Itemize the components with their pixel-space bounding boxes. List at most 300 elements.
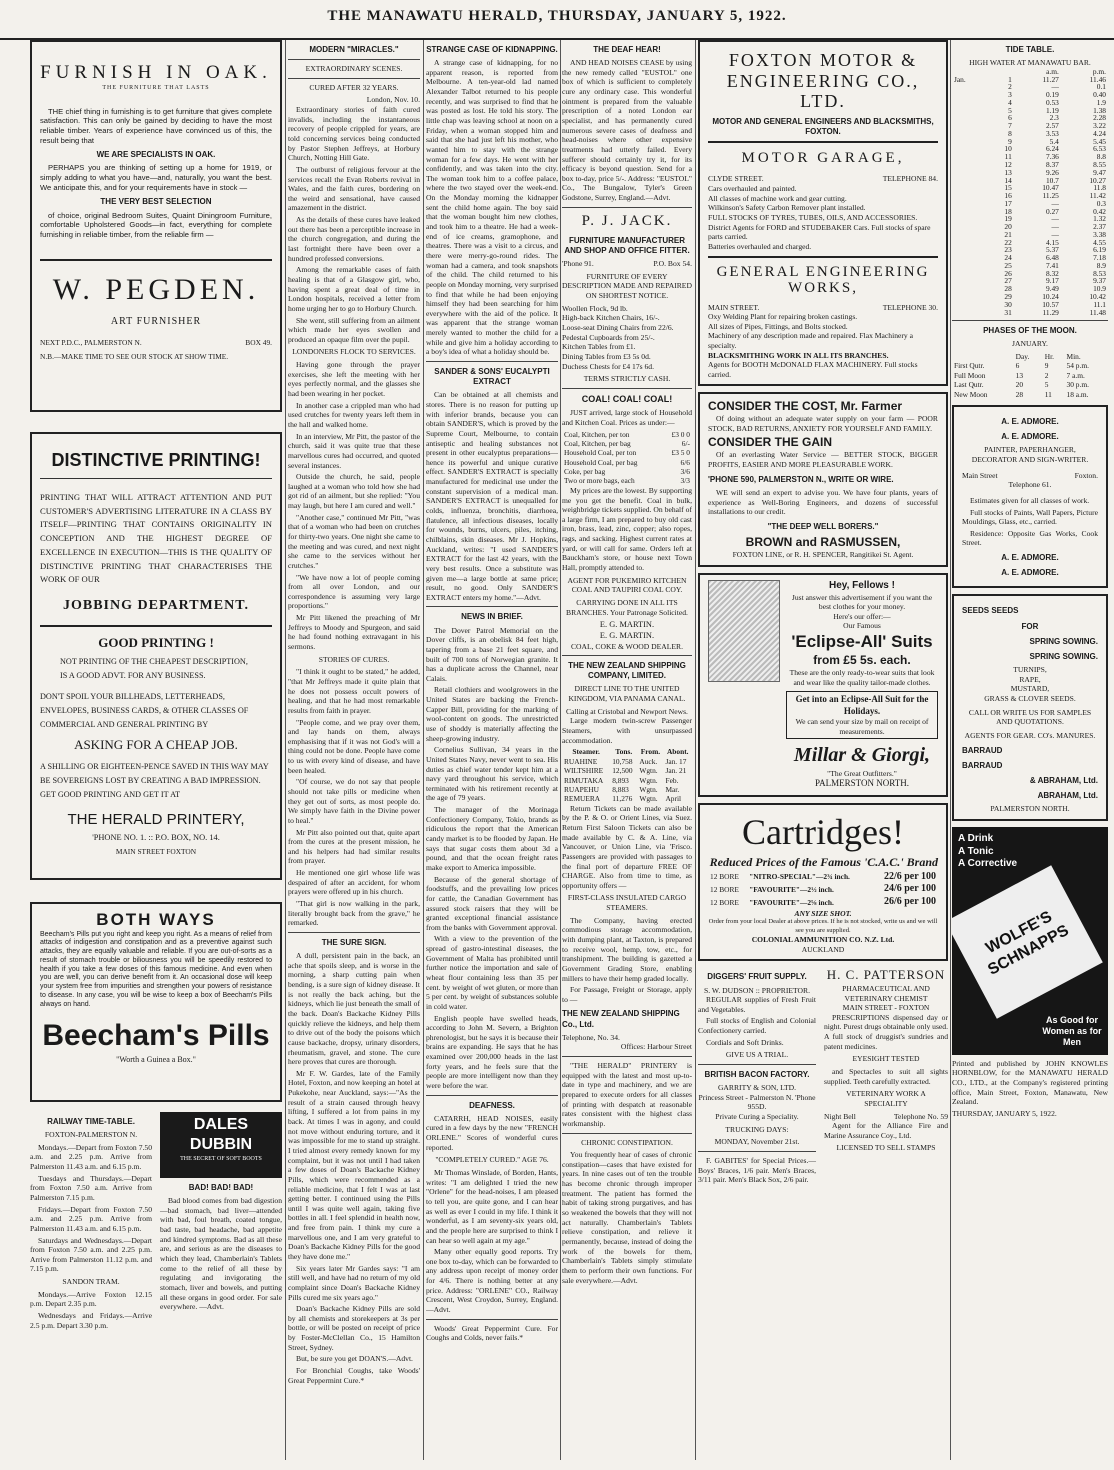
article-paragraph: But, be sure you get DOAN'S.—Advt.	[296, 1354, 413, 1364]
man-illustration	[708, 580, 780, 682]
imprint-date: THURSDAY, JANUARY 5, 1922.	[952, 1109, 1057, 1119]
column-3	[426, 40, 558, 1462]
printing-body: PRINTING THAT WILL ATTRACT ATTENTION AND PUT CUSTOMER'S ADVERTISING LITERATURE IN A CLASS BY ITSELF—PRINTING THAT CONTAINS ORIGINALITY IN CONCEPTION AND THE HIGHEST DEGREE OF EXCELLENCE IN EXECUTION—THIS IS THE QUALITY OF DISTINCTIVE PRINTING THAT CHARACTERISES THE WORK OF OUR	[40, 491, 272, 585]
tide-row: 29 10.24 10.42	[1004, 292, 1106, 301]
divider	[40, 259, 272, 261]
seeds-advert	[952, 594, 1108, 820]
garage-line: FULL STOCKS OF TYRES, TUBES, OILS, AND ACCESSORIES.	[708, 212, 918, 222]
tide-title: TIDE TABLE.	[1005, 45, 1055, 54]
tram-line: Wednesdays and Fridays.—Arrive 2.5 p.m. Depart 3.30 p.m.	[30, 1311, 152, 1330]
oak-advert	[30, 40, 282, 412]
tide-row: 22 4.15 4.55	[1004, 237, 1106, 247]
cartridge-city: AUCKLAND	[801, 944, 845, 954]
cost-body: Of doing without an adequate water supply on your farm — POOR STOCK, BAD RETURNS, ANXIETY FOR YOURSELF AND FAMILY.	[708, 413, 938, 433]
tide-row: 8 3.53 4.24	[1008, 128, 1106, 138]
chronic-body: You frequently hear of cases of chronic constipation—cases that have existed for years. In nine cases out of ten the trouble has become chronic through improper treatment. The patient has formed the habit of taking strong purgatives, and has so weakened the bowels that they will not act naturally. Chamberlain's Tablets relieve constipation, and relieve it permanently, because, instead of doing the work of the bowels for them, Chamberlain's Tablets simply stimulate them to perform their own functions. For sale everywhere.—Advt.	[562, 1150, 692, 1285]
millar-giorgi: Millar & Giorgi,	[793, 744, 931, 767]
deafness-paragraph: Woods' Great Peppermint Cure. For Coughs and Colds, never fails.*	[426, 1323, 558, 1343]
private-curing: Private Curing a Speciality.	[715, 1112, 799, 1122]
shipping-title: THE NEW ZEALAND SHIPPING COMPANY, LIMITED.	[568, 661, 686, 681]
deafness-paragraph: Mr Thomas Winslade, of Borden, Hants, writes: "I am delighted I tried the new "Orlene" for the head-noises, I am pleased to tell you, are quite gone, and I can hear as well as ever I could in my life. I think it wonderful, as I am seventy-six years old, and the people here are surprised to think I can hear so well again at my age."	[426, 1168, 558, 1245]
kidnapping-body: A strange case of kidnapping, for no apparent reason, is reported from Melbourne. A ten-year-old lad named Alexander Talbot returned to his people recently, and was surprised to find that he was posted as lost. He told his story. The little chap was leaving school at noon on a Friday, when a woman stopped him and said that she had just left his mother, who wanted him to stay with the strange woman for a few days. He went with her confidently, and was taken into the city. The woman took him to a coffee palace, where the two stayed over the week-end. On the Monday morning the kidnapper sent the child home again. The boy said that the woman bought him new clothes, and took him to a theatre. He had a week-end of ice creams, gramophone, and theatres. There was a visit to a circus, and there were merry-go-round rides. The woman had a camera, and took snapshots of the child. The child returned to his people on Monday morning, very surprised to find that while he had been enjoying himself they had been searching for him everywhere with the aid of the police. It was apparent that the strange woman merely wanted to mother the child for a while and give him a holiday according to a boy's idea of what a holiday should be.	[426, 58, 558, 357]
article-paragraph: Six years later Mr Gardes says: "I am still well, and have had no return of my old complaint since Doan's Backache Kidney Pills cured me six years ago."	[288, 1263, 420, 1302]
dales-tag: THE SECRET OF SOFT BOOTS	[180, 1155, 262, 1162]
tide-row: 26 8.32 8.53	[1004, 268, 1106, 278]
phases-title: PHASES OF THE MOON.	[983, 326, 1077, 336]
coal-carrying: CARRYING DONE IN ALL ITS BRANCHES. Your Patronage Solicited.	[566, 597, 688, 617]
gain-more: WE will send an expert to advise you. We have four plants, years of experience as Well-Boring Engineers, and dozens of successful installations to our credit.	[708, 487, 938, 517]
abraham-name: & ABRAHAM, Ltd.	[1029, 775, 1098, 785]
seed-item: GRASS & CLOVER SEEDS.	[984, 693, 1076, 703]
eyesight-tested: EYESIGHT TESTED	[852, 1054, 920, 1064]
railway-route: FOXTON-PALMERSTON N.	[44, 1130, 138, 1140]
stories-heading: STORIES OF CURES.	[318, 654, 390, 664]
tide-row: 3 0.19 0.40	[1008, 90, 1106, 100]
diggers-advert	[698, 967, 816, 1187]
cargo-heading: FIRST-CLASS INSULATED CARGO STEAMERS.	[567, 893, 687, 913]
garrity-son: GARRITY & SON, LTD.	[717, 1083, 797, 1093]
tide-row: 24 6.48 7.18	[1004, 253, 1106, 263]
article-paragraph: In another case a crippled man who had used crutches for twenty years left them in the hall and walked home.	[288, 400, 420, 429]
wolfe-line: A Corrective	[958, 858, 1018, 870]
barraud-location: PALMERSTON NORTH.	[990, 804, 1070, 814]
our-famous: Our Famous	[843, 621, 881, 631]
dudson-proprietor: S. W. DUDSON :: PROPRIETOR.	[704, 985, 810, 995]
herald-street: MAIN STREET FOXTON	[115, 847, 197, 857]
barraud-name: BARRAUD	[962, 760, 1003, 770]
tide-row: 15 10.47 11.8	[1004, 183, 1106, 193]
gen-eng-telephone: TELEPHONE 30.	[882, 302, 938, 312]
article-paragraph: Having gone through the prayer exercises, she left the meeting with her eyes perfectly normal, and the glasses she had been wearing in her pocket.	[288, 360, 420, 399]
patterson-body: PRESCRIPTIONS dispensed day or night. Purest drugs obtainable only used. A full stock of druggist's sundries and patent medicines.	[824, 1012, 948, 1051]
jack-box: P.O. Box 54.	[653, 259, 692, 269]
article-paragraph: He mentioned one girl whose life was despaired of after an accident, for whom prayers were offered up in his church.	[288, 868, 420, 897]
coal-agent: AGENT FOR PUKEMIRO KITCHEN COAL AND TAUPIRI COAL COY.	[567, 575, 687, 595]
shipping-large: Large modern twin-screw Passenger Steamers, with unsurpassed accommodation.	[562, 716, 692, 745]
article-paragraph: "That girl is now walking in the park, literally brought back from the grave," he remarked.	[288, 899, 420, 928]
wolfe-good: As Good for Women as for Men	[1042, 1014, 1102, 1048]
article-paragraph: "People come, and we pray over them, and lay hands on them, always emphasising that if it was not God's will a thing could not be done. People have come to us with every kind of disease, and have been healed.	[288, 717, 420, 775]
shipping-call: Calling at Cristobal and Newport News.	[566, 706, 688, 716]
barraud-name: BARRAUD	[962, 745, 1003, 755]
gabites-advert: F. GABITES' for Special Prices.—Boys' Braces, 1/6 pair. Men's Braces, 3/11 pair. Men's Black Sox, 2/6 pair.	[698, 1156, 816, 1185]
oak-paragraph: PERHAPS you are thinking of setting up a home for 1919, or simply adding to what you have—and, naturally, you want the best. We anticipate this, and for your requirements have in stock —	[40, 163, 272, 192]
licensed-stamps: LICENSED TO SELL STAMPS	[836, 1142, 936, 1152]
eyesight-body: and Spectacles to suit all sights supplied. Teeth carefully extracted.	[824, 1067, 948, 1086]
gen-eng-title: GENERAL ENGINEERING WORKS,	[716, 263, 930, 297]
garage-line: Cars overhauled and painted.	[708, 184, 797, 194]
deep-well-borers: "THE DEEP WELL BORERS."	[767, 521, 879, 531]
garage-street: CLYDE STREET.	[708, 174, 764, 184]
gen-eng-line: BLACKSMITHING WORK IN ALL ITS BRANCHES.	[708, 350, 889, 360]
tide-row: 21 — 3.38	[1004, 229, 1106, 239]
hey-fellows: Hey, Fellows !	[829, 579, 895, 591]
jack-terms: TERMS STRICTLY CASH.	[583, 374, 671, 384]
article-paragraph: "Another case," continued Mr Pitt, "was that of a woman who had been on crutches for thirty-two years. One night she came to the meeting and was cured, and next night she came to the services without her crutches."	[288, 512, 420, 570]
news-item: The Dover Patrol Memorial on the Dover cliffs, is an obelisk 84 feet high, tapering from a base 21 feet square, and built of 700 tons of Norwegian granite. It has a duplicate across the Channel, near Calais.	[426, 625, 558, 683]
oak-tagline: THE FURNITURE THAT LASTS	[102, 85, 210, 92]
princess-street: Princess Street - Palmerston N. 'Phone 955D.	[698, 1092, 816, 1112]
article-paragraph: "Of course, we do not say that people should not take pills or medicine when they get out of sorts, as most people do. We simply have faith in the Divine power to heal."	[288, 777, 420, 825]
railway-line: Mondays.—Depart from Foxton 7.50 a.m. and 2.25 p.m. Arrive from Palmerston 11.43 a.m. and 6.15 p.m.	[30, 1142, 152, 1172]
sure-sign-title: THE SURE SIGN.	[321, 937, 387, 947]
article-paragraph: Mr F. W. Gardes, late of the Family Hotel, Foxton, and now keeping an hotel at Pukekohe, near Auckland, says:—"As the result of a strain caused through heavy lifting, I suffered a lot from pains in my back. At times I was in agony, and could not move without enduring torture, and it was impossible for me to stand up straight. I tried almost every remedy known for my complaint, but it was not until I had taken a few doses of Doan's Backache Kidney Pills, which were recommended as a reliable medicine, that I felt I was at last getting better. I continued using the Pills until I was quite well again, taking five bottles in all. I feel splendid in health now, and free from pain. I think my cure a marvellous one, and I am very grateful to Doan's Backache Kidney Pills for the good they have done me."	[288, 1068, 420, 1261]
column-5	[698, 40, 948, 1462]
spoil-text: DON'T SPOIL YOUR BILLHEADS, LETTERHEADS, ENVELOPES, BUSINESS CARDS, & OTHER CLASSES OF COMMERCIAL AND GENERAL PRINTING BY	[40, 691, 249, 729]
coal-intro: JUST arrived, large stock of Household and Kitchen Coal. Prices as under:—	[562, 408, 692, 427]
article-paragraph: Mr Pitt likened the preaching of Mr Jeffreys to Moody and Spurgeon, and said he had found nothing extravagant in his sermons.	[288, 613, 420, 652]
tide-row: 23 5.37 6.19	[1004, 245, 1106, 255]
deafness-title: DEAFNESS.	[469, 1100, 515, 1110]
column-rule	[285, 40, 286, 1460]
jack-item: Dining Tables from £3 5s 0d.	[562, 351, 651, 361]
printing-title: DISTINCTIVE PRINTING!	[40, 449, 272, 479]
shipping-body: Return Tickets can be made available by the P. & O. or Orient Lines, via Suez. Return First Saloon Tickets can also be made available by C. & A. Line, via Vancouver, or Union Line, via 'Frisco. Passengers are provided with passages to the final port of departure FREE OF CHARGE. Also from time to time, as opportunity offers —	[562, 803, 692, 890]
column-6	[952, 40, 1108, 1462]
foxton-motor-subtitle: MOTOR AND GENERAL ENGINEERS AND BLACKSMITHS, FOXTON.	[712, 117, 934, 137]
cartridge-order: Order from your local Dealer at above prices. If he is not stocked, write us and we will see you are supplied.	[708, 918, 938, 934]
oak-specialists: WE ARE SPECIALISTS IN OAK.	[96, 150, 216, 160]
bad-title: BAD! BAD! BAD!	[188, 1183, 254, 1192]
article-paragraph: Outside the church, he said, people laughed at a woman who told how she had got rid of an ailment, but she replied: "You may laugh, but here I am cured and well."	[288, 472, 420, 511]
heres-offer: Here's our offer:—	[833, 611, 891, 621]
tide-row: 13 9.26 9.47	[1004, 167, 1106, 177]
deaf-hear-body: AND HEAD NOISES CEASE by using the new remedy called "EUSTOL" one box of which is sufficient to completely cure any ordinary case. This wonderful ointment is prepared from the valuable prescription of a noted London ear specialist, and has permanently cured numerous severe cases of deafness and head-noises where other expensive treatments had utterly failed. Every sufferer should certainly try it, for its efficacy is beyond question. Send for a box to-day, price 5/-. Address: "EUSTOL" Co., The Bungalow, Tyler's Green Godstone, Surrey, England.—Advt.	[562, 58, 692, 203]
tide-row: 30 10.57 11.1	[1004, 299, 1106, 309]
column-1	[30, 40, 282, 1462]
beecham-body: Beecham's Pills put you right and keep you right. As a means of relief from attacks of indigestion and constipation and as a preventive against such attacks, they are equally valuable and reliable. If you are out-of-sorts as a result of stomach trouble or biliousness you will be speedily restored to health if you take a few doses of this famous medicine. And even when you are well, you can derive benefit from it. An occasional dose will keep your system free from impurities and strengthen your powers of resistance to disease. In any case, you will be wise to keep a box of Beecham's Pills always on hand.	[40, 930, 272, 1008]
brown-address: FOXTON LINE, or R. H. SPENCER, Rangitikei St. Agent.	[732, 550, 914, 560]
cargo-body: The Company, having erected commodious storage accommodation, with dumping plant, at Taxton, is prepared to receive wool, hemp, tow, etc., for transhipment. The building is gazetted a Government Grading Store, enabling millers to have their hemp graded locally.	[562, 915, 692, 983]
news-item: The manager of the Morinaga Confectionery Company, Tokio, brands as ridiculous the report that the American candy market is to be flooded by Japan. He says that sugar costs them about 3d a pound, and that the ocean freight rates make export to America impossible.	[426, 805, 558, 872]
tide-row: 20 — 2.37	[1004, 222, 1106, 232]
article-paragraph: She went, still suffering from an ailment which made her eyes swollen and produced an opaque film over the pupil.	[288, 315, 420, 344]
article-paragraph: "We have now a lot of people coming from all over London, and our correspondence is assuming very large proportions."	[288, 572, 420, 611]
beecham-brand: Beecham's Pills	[42, 1019, 270, 1053]
tide-row: 12 8.37 8.55	[1004, 159, 1106, 169]
eclipse-price: from £5 5s. each.	[813, 652, 911, 667]
pegden-box: BOX 49.	[245, 338, 272, 348]
news-item: Retail clothiers and woolgrowers in the United States are backing the French-Capper Bill, providing for the marking of wool-content on goods. The unrestricted use of shoddy is materially affecting the sheep-growing industry.	[426, 685, 558, 743]
shipping-company: THE NEW ZEALAND SHIPPING Co., Ltd.	[562, 1009, 680, 1029]
schnapps-bottle-label: WOLFE'S SCHNAPPS	[952, 865, 1103, 1018]
gen-eng-line: Oxy Welding Plant for repairing broken castings.	[708, 312, 858, 322]
admore-trade: PAINTER, PAPERHANGER, DECORATOR AND SIGN-WRITER.	[971, 445, 1089, 464]
miracles-subtitle: CURED AFTER 32 YEARS.	[309, 82, 399, 92]
article-paragraph: Mr Pitt also pointed out that, quite apart from the cures at the present mission, he and his helpers had had similar results from prayer.	[288, 827, 420, 866]
deafness-subhead: "COMPLETELY CURED." AGE 76.	[435, 1155, 549, 1165]
bad-body: Bad blood comes from bad digestion—bad stomach, bad liver—attended with bad, foul breath, coated tongue, bad taste, bad headache, bad appetite and kindred symptoms. Bad as all these are, and serious as are the diseases to which they lead, Chamberlain's Tablets come to the relief of all these by regulating and invigorating the stomach, liver and bowels, and putting all these organs in good order. For sale everywhere. —Advt.	[160, 1196, 282, 1312]
wolfe-line: A Tonic	[958, 845, 994, 857]
chronic-title: CHRONIC CONSTIPATION.	[581, 1137, 673, 1147]
tide-row: 5 1.19 1.38	[1008, 105, 1106, 115]
oak-paragraph: of choice, original Bedroom Suites, Quaint Diningroom Furniture, comfortable Upholstered Goods—in fact, everything for complete furnishing in reliable timber, from the reliable firm —	[40, 210, 272, 239]
tram-line: Mondays.—Arrive Foxton 12.15 p.m. Depart 2.35 p.m.	[30, 1289, 152, 1309]
beecham-slogan: "Worth a Guinea a Box."	[116, 1055, 196, 1065]
tide-row: 9 5.4 5.45	[1008, 136, 1106, 146]
alliance-agent: Agent for the Alliance Fire and Marine Assurance Coy., Ltd.	[824, 1121, 948, 1140]
tide-row: Jan. 1 11.27 11.46	[954, 74, 1106, 84]
railway-timetable	[30, 1112, 152, 1332]
wolfe-schnapps-advert	[952, 827, 1108, 1055]
deaf-hear-title: THE DEAF HEAR!	[593, 45, 661, 54]
dateline: London, Nov. 10.	[366, 95, 420, 105]
railway-line: Tuesdays and Thursdays.—Depart from Foxton 7.50 a.m. Arrive from Palmerston 7.15 p.m.	[30, 1173, 152, 1202]
martin-name: E. G. MARTIN.	[599, 620, 655, 630]
foxton-motor-advert	[698, 40, 948, 386]
eclipse-suits: 'Eclipse-All' Suits	[791, 632, 933, 652]
news-title: NEWS IN BRIEF.	[461, 612, 523, 622]
tide-row: 18 0.27 0.42	[1004, 206, 1106, 216]
steamer-table: Steamer. Tons. From. Abont. RUAHINE 10,758 Auck. Jan. 17 WILTSHIRE 12,500 Wgtn. Jan. 21 RIMUTAKA 8,893 Wgtn. Feb. RUAPEHU 8,883 Wgtn. Mar. REMUERA 11,276 Wgtn. April	[564, 747, 689, 804]
article-paragraph: Doan's Backache Kidney Pills are sold by all chemists and storekeepers at 3s per bottle, or will be posted on receipt of price by Foster-McClellan Co., 15 Hamilton Street, Sydney.	[288, 1304, 420, 1352]
tide-row: 14 10.7 10.27	[1004, 175, 1106, 185]
martin-name: E. G. MARTIN.	[599, 630, 655, 640]
shipping-offices: Offices: Harbour Street	[620, 1042, 692, 1052]
patterson-line: PHARMACEUTICAL AND	[842, 983, 930, 993]
railway-title: RAILWAY TIME-TABLE.	[47, 1117, 135, 1126]
patterson-advert	[824, 967, 948, 1187]
article-paragraph: As the details of these cures have leaked out there has been a perceptible increase in the church congregation, and during the last fortnight there have been over a hundred professed conversions.	[288, 215, 420, 263]
seed-item: RAPE,	[1019, 674, 1041, 684]
gain-body: Of an everlasting Water Service — BETTER STOCK, BIGGER PROFITS, EASIER AND MORE PLEASURABLE WORK.	[708, 450, 938, 470]
column-rule	[695, 40, 696, 1460]
spring-sowing: SPRING SOWING.	[1029, 636, 1098, 646]
coal-body: My prices are the lowest. By supporting me you get the benefit. Coal in bulk, weighbridge tickets supplied. On behalf of a large firm, I am prepared to buy old cast iron, brass, lead, zinc, copper; also ropes, rags, and sacking. Highest current rates at yard, or will call for same. Orders left at Bauckham's store, or house next Town Hall, promptly attended to.	[562, 485, 692, 572]
eclipse-body: These are the only ready-to-wear suits that look and wear like the quality tailor-made clothes.	[789, 667, 935, 687]
article-paragraph: "I think it ought to be stated," he added, "that Mr Jeffreys made it quite plain that he does not possess occult powers of healing, and that he had most remarkable results from faith in prayer.	[288, 667, 420, 715]
garage-line: District Agents for FORD and STUDEBAKER Cars. Full stocks of spare parts carried.	[708, 222, 931, 242]
admore-location: Foxton.	[1074, 470, 1098, 480]
cartridge-price-table: 12 BORE "NITRO-SPECIAL"—2¾ inch. 22/6 per 100 12 BORE "FAVOURITE"—2½ inch. 24/6 per 100 12 BORE "FAVOURITE"—2⅝ inch. 26/6 per 100	[710, 870, 936, 908]
cartridges-title: Cartridges!	[742, 811, 904, 852]
oak-selection: THE VERY BEST SELECTION	[100, 197, 212, 207]
admore-advert	[952, 405, 1108, 588]
phases-month: JANUARY.	[1012, 339, 1048, 349]
article-paragraph: Among the remarkable cases of faith healing is that of a Glasgow girl, who, having spent a great deal of time in London hospitals, received a letter from home urging her to go to Horbury Church.	[288, 265, 420, 313]
railway-line: Saturdays and Wednesdays.—Depart from Foxton 7.50 a.m. and 2.25 p.m. Arrive from Palmerston 11.12 p.m. and 7.15 p.m.	[30, 1235, 152, 1274]
seed-item: MUSTARD,	[1010, 684, 1050, 694]
diggers-line: Full stocks of English and Colonial Confectionery carried.	[698, 1016, 816, 1036]
gen-eng-line: Agents for BOOTH McDONALD FLAX MACHINERY. Full stocks carried.	[708, 360, 918, 380]
cartridges-subtitle: Reduced Prices of the Famous 'C.A.C.' Brand	[709, 855, 938, 870]
jobbing-department: JOBBING DEPARTMENT.	[62, 598, 249, 614]
shipping-telephone: Telephone, No. 34.	[562, 1032, 620, 1042]
article-paragraph: For Bronchial Coughs, take Woods' Great Peppermint Cure.*	[288, 1366, 420, 1385]
jack-description: FURNITURE OF EVERY DESCRIPTION MADE AND REPAIRED ON SHORTEST NOTICE.	[562, 271, 692, 301]
tide-row: 27 9.17 9.37	[1004, 276, 1106, 286]
article-paragraph: The outburst of religious fervour at the services recall the Evan Roberts revival in Wales, and the faith cures, bordering on the weird and sensational, have caused amazement in the district.	[288, 164, 420, 213]
beecham-title: BOTH WAYS	[96, 910, 216, 929]
cheap-job: ASKING FOR A CHEAP JOB.	[74, 737, 238, 753]
admore-name: A. E. ADMORE.	[1001, 432, 1059, 442]
tide-row: 19 — 1.32	[1004, 214, 1106, 224]
sanders-title: SANDER & SONS' EUCALYPTI EXTRACT	[434, 367, 550, 387]
tide-row: 28 9.49 10.9	[1004, 284, 1106, 294]
column-rule	[950, 40, 951, 1460]
gen-eng-line: All sizes of Pipes, Fittings, and Bolts stocked.	[708, 321, 848, 331]
gain-phone: 'PHONE 590, PALMERSTON N., WRITE OR WIRE.	[708, 474, 894, 484]
jack-item: Kitchen Tables from £1.	[562, 342, 636, 352]
garage-line: All classes of machine work and gear cutting.	[708, 193, 847, 203]
seeds-title: SEEDS SEEDS	[962, 606, 1019, 616]
admore-name: A. E. ADMORE.	[1001, 568, 1059, 578]
article-paragraph: A dull, persistent pain in the back, an ache that spoils sleep, and is worse in the morning, a sharp cutting pain when bending, is a sure sign of kidney disease. It is not really the back aching, but the kidneys, which lie just beneath the small of the back. Doan's Backache Kidney Pills quickly relieve the kidneys, and help them to drive out of the body the poisons which cause backache, dropsy, urinary disorders, rheumatism, gravel, and stone. The cure here proves that cures are thorough.	[288, 951, 420, 1067]
article-paragraph: Extraordinary stories of faith cured invalids, including the instantaneous recovery of people crippled for years, are told concerning services being conducted by Pastor Stephen Jeffreys, at Horbury Church, Notting Hill Gate.	[288, 105, 420, 163]
dales-dubbin-logo	[160, 1112, 282, 1178]
herald-printery-note: "THE HERALD" PRINTERY is equipped with the latest and most up-to-date in type and machinery, and we are prepared to execute orders for all classes of printing with despatch at reasonable rates consistent with the highest class workmanship.	[562, 1061, 692, 1128]
column-4	[562, 40, 692, 1462]
jack-item: Loose-seat Dining Chairs from 22/6.	[562, 322, 674, 332]
shipping-line: DIRECT LINE TO THE UNITED KINGDOM, VIA PANAMA CANAL.	[568, 684, 686, 704]
seeds-agents: AGENTS FOR GEAR. CO's. MANURES.	[964, 730, 1096, 740]
tide-row: 17 — 0.3	[1004, 198, 1106, 208]
garage-title: MOTOR GARAGE,	[741, 150, 905, 167]
imprint: Printed and published by JOHN KNOWLES HORNBLOW, for the MANAWATU HERALD CO., LTD., at the Company's registered printing office, Main Street, Foxton, Manawatu, New Zealand.	[952, 1058, 1108, 1107]
gen-eng-street: MAIN STREET.	[708, 302, 760, 312]
admore-name: A. E. ADMORE.	[1001, 553, 1059, 563]
miracles-title: MODERN "MIRACLES."	[309, 45, 399, 54]
tide-row: 2 — 0.1	[1008, 82, 1106, 92]
article-paragraph: In an interview, Mr Pitt, the pastor of the church, said it was quite true that these marvellous cures had occurred, and quoted several instances.	[288, 431, 420, 470]
herald-phone: 'PHONE NO. 1. :: P.O. BOX, NO. 14.	[92, 832, 220, 842]
spring-sowing: SPRING SOWING.	[1029, 651, 1098, 661]
diggers-title: DIGGERS' FRUIT SUPPLY.	[707, 972, 807, 982]
moon-phase-table: Day. Hr. Min. First Qutr. 6 9 54 p.m. Full Moon 13 2 7 a.m. Last Qutr. 20 5 30 p.m. New Moon 28 11 18 a.m.	[954, 352, 1089, 399]
admore-telephone: Telephone 61.	[1008, 480, 1052, 490]
dales-advert	[160, 1112, 282, 1332]
hey-body: Just answer this advertisement if you want the best clothes for your money.	[791, 592, 933, 612]
give-trial: GIVE US A TRIAL.	[725, 1050, 789, 1060]
deafness-paragraph: Many other equally good reports. Try one box to-day, which can be forwarded to any address upon receipt of money order for 4/6. There is nothing better at any price. Address: "ORLENE" CO., Railway Crescent, West Croydon, Surrey, England.—Advt.	[426, 1247, 558, 1315]
shipping-apply: For Passage, Freight or Storage, apply to —	[562, 985, 692, 1004]
news-item: English people have swelled heads, according to John M. Severn, a Brighton phrenologist, but he says it is because their brains are expanding. He says that he has examined over 200,000 heads in the last forty years, and he feels sure that the people are more intelligent now than they were before the war.	[426, 1013, 558, 1091]
tide-table: a.m. p.m. Jan. 1 11.27 11.46 2 — 0.1 3 0.19 0.40 4 0.53 1.9 5 1.19 1.38 6 2.3 2.28 7 2.57 3.22 8 3.53 4.24 9 5.4 5.45 10 6.24 6.53 11 7.36 8.8 12 8.37 8.55 13 9.26 9.47 14 10.7 10.27 15 10.47 11.8 16 11.25 11.42 17 — 0.3 18 0.27 0.42 19 — 1.32 20 — 2.37 21 — 3.38 22 4.15 4.55 23 5.37 6.19 24 6.48 7.18 25 7.41 8.9 26 8.32 8.53 27 9.17 9.37 28 9.49 10.9 29 10.24 10.42 30 10.57 11.1 31 11.29 11.48	[954, 66, 1106, 317]
good-printing-title: GOOD PRINTING !	[98, 634, 214, 650]
admore-estimates: Estimates given for all classes of work.	[970, 495, 1090, 505]
coal-price-table: Coal, Kitchen, per ton £3 0 0 Coal, Kitchen, per bag 6/- Household Coal, per ton £3 5 0 Household Coal, per bag 6/6 Coke, per bag 3/6 Two or more bags, each 3/3	[564, 429, 690, 486]
tide-row: 25 7.41 8.9	[1004, 260, 1106, 270]
garage-line: Batteries overhauled and charged.	[708, 241, 812, 251]
divider	[40, 625, 272, 627]
admore-residence: Residence: Opposite Gas Works, Cook Street.	[962, 528, 1098, 548]
news-item: With a view to the prevention of the spread of gastro-intestinal diseases, the Government of Malta has prohibited until further notice the importation and sale of wheat flour containing less than 35 per cent. by weight of wet gluten, or more than 5 per cent. by weight of substances soluble in cold water.	[426, 934, 558, 1011]
seed-item: TURNIPS,	[1013, 665, 1047, 675]
pegden-note: N.B.—MAKE TIME TO SEE OUR STOCK AT SHOW TIME.	[40, 351, 229, 361]
get-into-sub: We can send your size by mail on receipt of measurements.	[795, 717, 929, 736]
tide-row: 10 6.24 6.53	[1004, 144, 1106, 154]
sanders-body: Can be obtained at all chemists and stores. There is no reason for putting up with inferior brands, because you can obtain SANDER'S, which is proved by the Supreme Court, Melbourne, to contain antiseptic and healing substances not present in other eucalyptus preparations—hence its powerful and unique curative effect. SANDER'S EXTRACT is specially manufactured for medicinal use under the constant supervision of a medical man. SANDER'S EXTRACT is unequalled for colds, influenza, bronchitis, diarrhoea, flatulence, all infectious diseases, locally for wounds, burns, ulcers, piles, itching, chilblains, skin diseases. Mr J. Hopkins, Auckland, writes: "I used SANDER'S EXTRACT for the last 42 years, with the very best results. Once a substitute was given me—a large bottle at same price; result, no good. Only SANDER'S EXTRACT enters my home."—Advt.	[426, 390, 558, 602]
jack-subtitle: FURNITURE MANUFACTURER AND SHOP AND OFFICE FITTER.	[564, 235, 690, 255]
railway-line: Fridays.—Depart from Foxton 7.50 a.m. and 2.25 p.m. Arrive from Palmerston 11.43 a.m. and 6.15 p.m.	[30, 1204, 152, 1233]
trucking-monday: MONDAY, November 21st.	[714, 1137, 800, 1147]
londoners-heading: LONDONERS FLOCK TO SERVICES.	[292, 347, 416, 357]
beecham-advert	[30, 902, 282, 1102]
admore-street: Main Street	[962, 470, 998, 480]
tide-row: 16 11.25 11.42	[1004, 191, 1106, 201]
diggers-line: Cordials and Soft Drinks.	[706, 1037, 784, 1047]
well-boring-advert	[698, 392, 948, 567]
admore-name: A. E. ADMORE.	[1001, 417, 1059, 427]
patterson-line: VETERINARY CHEMIST	[844, 993, 928, 1003]
herald-printery: THE HERALD PRINTERY,	[67, 810, 245, 828]
brown-rasmussen: BROWN and RASMUSSEN,	[745, 534, 901, 549]
millar-tagline: "The Great Outfitters."	[827, 768, 897, 778]
diggers-line: REGULAR supplies of Fresh Fruit and Vegetables.	[698, 995, 816, 1014]
millar-location: PALMERSTON NORTH.	[815, 778, 909, 789]
jack-item: Woollen Flock, 9d lb.	[562, 303, 628, 313]
miracles-subtitle: EXTRAORDINARY SCENES.	[305, 64, 403, 74]
gain-title: CONSIDER THE GAIN	[708, 435, 833, 450]
jack-item: Pedestal Cupboards from 25/-.	[562, 332, 655, 342]
pegden-address: NEXT P.D.C., PALMERSTON N.	[40, 338, 142, 348]
dales-brand: DALES DUBBIN	[189, 1116, 253, 1154]
printing-advert	[30, 432, 282, 880]
oak-intro: THE chief thing in furnishing is to get furniture that gives complete satisfaction. This can only be gained by deciding to have the most reliable timber. Years of experience have convinced us of this, the result being that	[40, 106, 272, 145]
tide-row: 11 7.36 8.8	[1004, 152, 1106, 162]
wolfe-line: A Drink	[958, 832, 994, 844]
tide-subtitle: HIGH WATER AT MANAWATU BAR.	[969, 58, 1091, 68]
trucking-days: TRUCKING DAYS:	[725, 1124, 789, 1134]
tide-row: 31 11.29 11.48	[1004, 307, 1106, 317]
deafness-paragraph: CATARRH, HEAD NOISES, easily cured in a few days by the new "FRENCH ORLENE." Scores of wonderful cures reported.	[426, 1113, 558, 1152]
oak-title: FURNISH IN OAK.	[40, 62, 272, 83]
cartridges-advert	[698, 803, 948, 962]
column-rule	[423, 40, 424, 1460]
night-bell: Night Bell	[824, 1111, 856, 1121]
kidnapping-title: STRANGE CASE OF KIDNAPPING.	[426, 45, 558, 54]
admore-stock: Full stocks of Paints, Wall Papers, Picture Mouldings, Glass, etc., carried.	[962, 507, 1098, 527]
masthead-text: THE MANAWATU HERALD, THURSDAY, JANUARY 5, 1922.	[327, 8, 787, 24]
any-size-shot: ANY SIZE SHOT.	[794, 908, 852, 918]
column-2	[288, 40, 420, 1462]
jack-item: Duchess Chests for £4 17s 6d.	[562, 361, 654, 371]
foxton-motor-title: FOXTON MOTOR & ENGINEERING CO., LTD.	[726, 50, 920, 112]
good-printing-body: NOT PRINTING OF THE CHEAPEST DESCRIPTION, IS A GOOD ADVT. FOR ANY BUSINESS.	[60, 657, 248, 680]
masthead	[0, 8, 1114, 40]
tide-row: 4 0.53 1.9	[1008, 97, 1106, 107]
seeds-call: CALL OR WRITE US FOR SAMPLES AND QUOTATIONS.	[968, 707, 1092, 727]
martin-trade: COAL, COKE & WOOD DEALER.	[570, 641, 684, 651]
millar-giorgi-advert	[698, 573, 948, 797]
garage-line: Wilkinson's Safety Carbon Remover plant installed.	[708, 203, 866, 213]
cartridge-company: COLONIAL AMMUNITION CO. N.Z. Ltd.	[751, 935, 895, 945]
jack-item: High-back Kitchen Chairs, 16/-.	[562, 313, 660, 323]
gen-eng-line: Machinery of any description made and repaired. Flax Machinery a specialty.	[708, 331, 913, 351]
jack-name: P. J. JACK.	[581, 212, 673, 229]
pegden-trade: ART FURNISHER	[110, 315, 202, 327]
patterson-name: H. C. PATTERSON	[826, 967, 946, 983]
saved-text: A SHILLING OR EIGHTEEN-PENCE SAVED IN THIS WAY MAY BE SOVEREIGNS LOST BY CREATING A BAD IMPRESSION. GET GOOD PRINTING AND GET IT AT	[40, 761, 269, 799]
seeds-for: FOR	[1021, 621, 1039, 631]
jack-phone: 'Phone 91.	[562, 259, 594, 269]
cost-title: CONSIDER THE COST, Mr. Farmer	[708, 398, 903, 413]
tide-row: 7 2.57 3.22	[1008, 121, 1106, 131]
tide-row: 6 2.3 2.28	[1008, 113, 1106, 123]
coal-heading: COAL! COAL! COAL!	[581, 393, 673, 404]
bacon-factory: BRITISH BACON FACTORY.	[704, 1070, 810, 1080]
abraham-name: ABRAHAM, Ltd.	[1037, 791, 1098, 801]
tram-title: SANDON TRAM.	[62, 1277, 120, 1287]
news-item: Cornelius Sullivan, 34 years in the United States Navy, never went to sea. His duties as chief water tender kept him at a navy yard throughout his service, which terminated with his retirement recently at the age of 79 years.	[426, 745, 558, 803]
night-telephone: Telephone No. 59	[893, 1111, 948, 1121]
garage-telephone: TELEPHONE 84.	[882, 174, 938, 184]
patterson-line: MAIN STREET - FOXTON	[842, 1003, 930, 1013]
veterinary-work: VETERINARY WORK A SPECIALITY	[846, 1089, 926, 1108]
news-item: Because of the general shortage of foodstuffs, and the prevailing low prices for cattle, the Canadian Government has assured stock raisers that they will be granted exceptional financial assistance from the banks with Government approval.	[426, 874, 558, 932]
get-into: Get into an Eclipse-All Suit for the Holidays.	[795, 694, 929, 716]
column-rule	[560, 40, 561, 1460]
